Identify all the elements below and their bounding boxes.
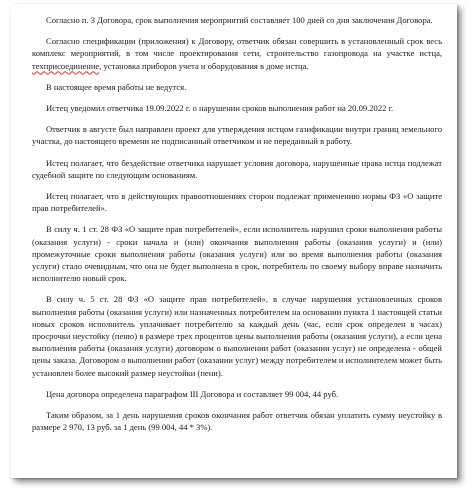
paragraph-term: Согласно п. 3 Договора, срок выполнения мероприятий составляет 100 дней со дня заключения Договора. [46, 15, 433, 25]
paragraph-contract-price: Цена договора определена параграфом III Договора и составляет 99 004, 44 руб. [46, 388, 339, 399]
paragraph-article-28-part-1: В силу ч. 1 ст. 28 ФЗ «О защите прав потребителей», если исполнитель нарушил сроки выполнения работы (оказания услуги) - сроки начала и (или) окончания выполнения работы (оказания услуги) и (или) промежуточные сроки выполнения работы (оказания услуги) или во время выполнения работы (оказания услуги) стало очевидным, что она не будет выполнена в срок, потребитель по своему выбору вправе назначить исполнителю новый срок. [32, 224, 442, 284]
document-body [32, 14, 442, 442]
paragraph-penalty: Таким образом, за 1 день нарушения сроков окончания работ ответчик обязан уплатить сумму неустойку в размере 2 970, 13 руб. за 1 день (99 004, 44 * 3%). [32, 410, 442, 433]
paragraph-project: Ответчик в августе был направлен проект для утверждения истцом газификации внутри границ земельного участка, до настоящего времени не подписанный ответчиком и не переданный в работу. [32, 124, 442, 147]
specification-text-end: , установка приборов учета и оборудования в доме истца. [99, 60, 309, 71]
spellcheck-highlight: техприсоединение [32, 60, 100, 71]
document-page [11, 4, 457, 478]
paragraph-notice: Истец уведомил ответчика 19.09.2022 г. о нарушении сроков выполнения работ на 20.09.2022 г. [46, 103, 394, 114]
paragraph-status: В настоящее время работы не ведутся. [46, 81, 187, 92]
paragraph-claim: Истец полагает, что бездействие ответчика нарушает условия договора, нарушенные права истца подлежат судебной защите по следующим основаниям. [32, 157, 442, 180]
paragraph-specification [32, 35, 442, 72]
paragraph-article-28-part-5: В силу ч. 5 ст. 28 ФЗ «О защите прав потребителей», в случае нарушения установленных сроков выполнения работы (оказания услуги) или назначенных потребителем на основании пункта 1 настоящей статьи новых сроков исполнитель уплачивает потребителю за каждый день (час, если срок определен в часах) просрочки неустойку (пеню) в размере трех процентов цены выполнения работы (оказания услуги), а если цена выполнения работы (оказания услуги) договором о выполнении работ (оказании услуг) не определена - общей цены заказа. Договором о выполнении работ (оказании услуг) между потребителем и исполнителем может быть установлен более высокий размер неустойки (пени). [32, 294, 442, 378]
paragraph-law: Истец полагает, что в действующих правоотношениях сторон подлежат применению нормы ФЗ «О защите прав потребителей». [32, 191, 442, 214]
specification-text-start: Согласно спецификации (приложения) к Договору, ответчик обязан совершить в установленный срок весь комплекс мероприятий, в том числе проектирования сети, строительство газопровода на участке истца, [32, 36, 442, 59]
